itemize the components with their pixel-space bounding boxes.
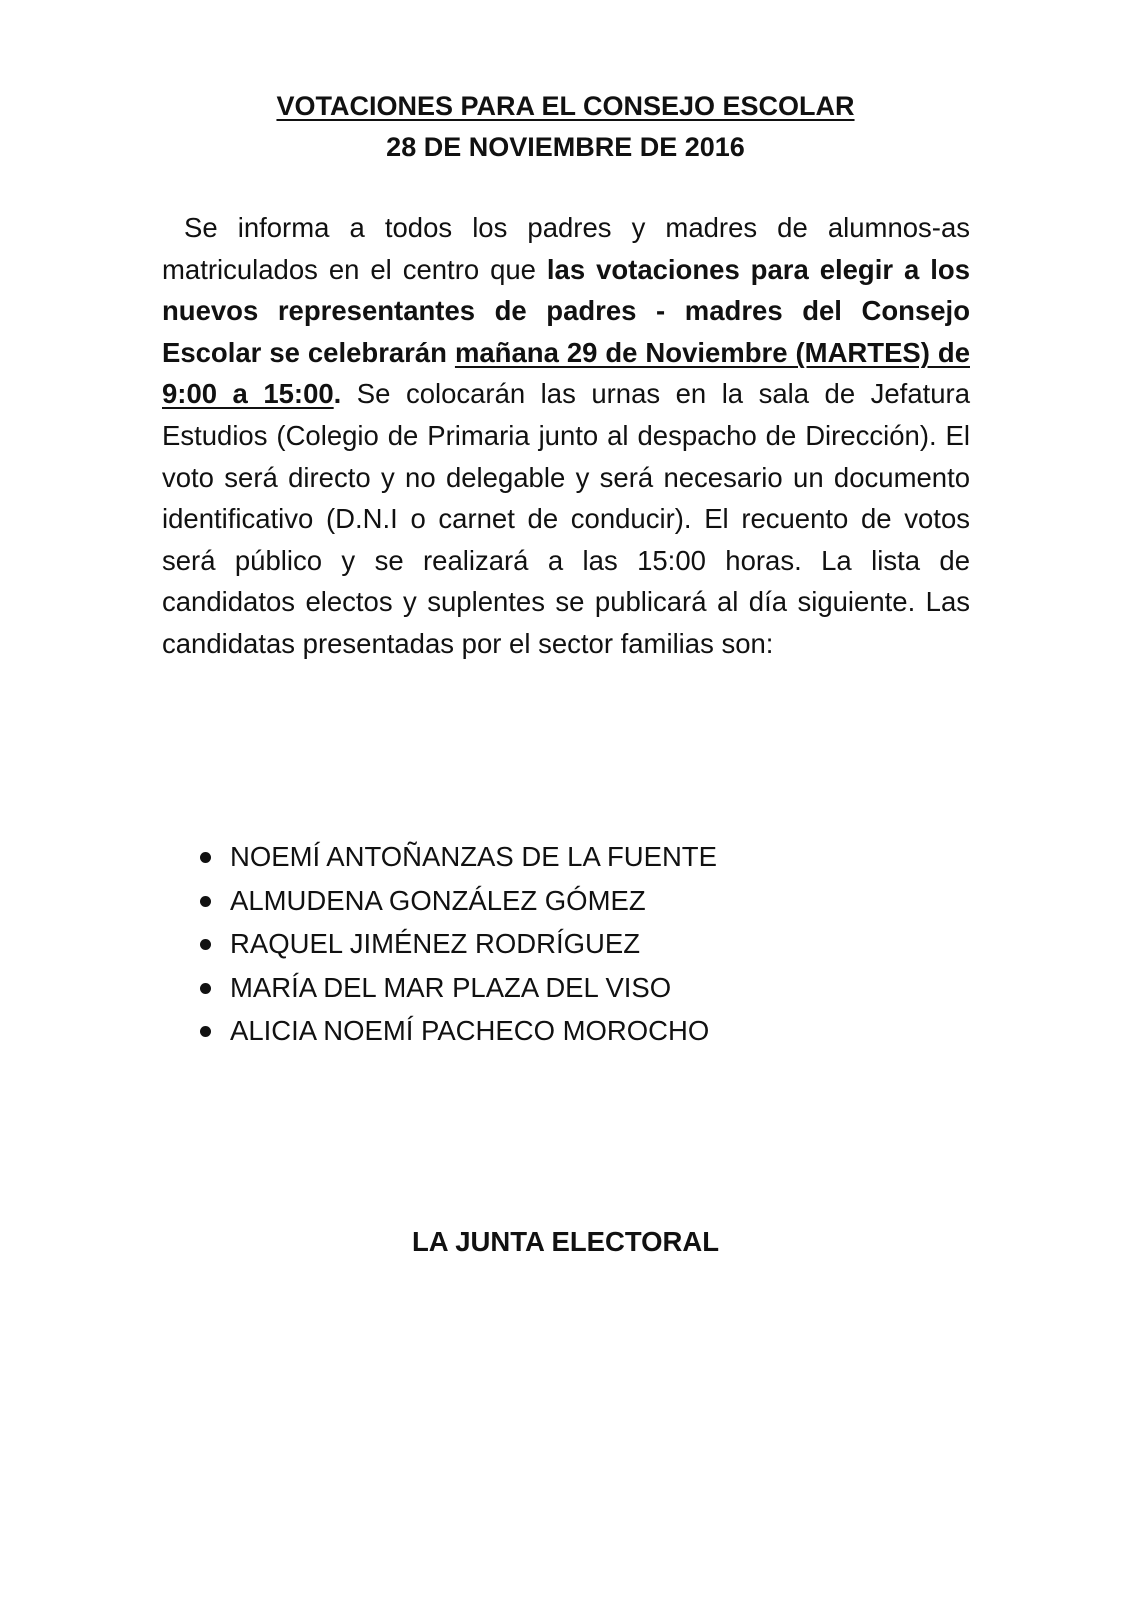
list-item (196, 922, 717, 966)
signature: LA JUNTA ELECTORAL (411, 1226, 720, 1257)
bullet-icon (200, 852, 211, 863)
paragraph-intro: Se informa a todos los padres y madres de alumnos-as matriculados en el centro que (162, 212, 970, 285)
bullet-icon (200, 983, 211, 994)
candidate-name: MARÍA DEL MAR PLAZA DEL VISO (230, 971, 672, 1003)
list-item (196, 879, 717, 923)
title-line-2: 28 DE NOVIEMBRE DE 2016 (386, 132, 745, 162)
list-item (196, 1009, 717, 1053)
paragraph-bold-text: las votaciones para elegir a los nuevos representantes de padres - madres del Consejo Escolar se celebrarán (162, 253, 970, 368)
candidate-name: ALMUDENA GONZÁLEZ GÓMEZ (230, 884, 646, 916)
candidate-name: ALICIA NOEMÍ PACHECO MOROCHO (230, 1015, 710, 1046)
bullet-icon (200, 1026, 211, 1037)
document-title (0, 86, 1131, 168)
candidate-name: NOEMÍ ANTOÑANZAS DE LA FUENTE (230, 841, 717, 872)
paragraph-bold-period: . (333, 378, 342, 410)
list-item (196, 966, 717, 1010)
candidate-list (196, 835, 717, 1053)
notice-paragraph (162, 207, 970, 665)
bullet-icon (200, 939, 211, 950)
paragraph-rest: Se colocarán las urnas en la sala de Jefatura Estudios (Colegio de Primaria junto al despacho de Dirección). El voto será directo y no delegable y será necesario un documento identificativo (D.N.I o carnet de conducir). El recuento de votos será público y se realizará a las 15:00 horas. La lista de candidatos electos y suplentes se publicará al día siguiente. Las candidatas presentadas por el sector familias son: (162, 378, 970, 659)
title-line-1: VOTACIONES PARA EL CONSEJO ESCOLAR (276, 91, 855, 121)
list-item (196, 835, 717, 879)
candidate-name: RAQUEL JIMÉNEZ RODRÍGUEZ (230, 928, 640, 959)
bullet-icon (200, 896, 211, 907)
paragraph-date-underlined: mañana 29 de Noviembre (MARTES) de 9:00 a 15:00 (162, 336, 970, 410)
